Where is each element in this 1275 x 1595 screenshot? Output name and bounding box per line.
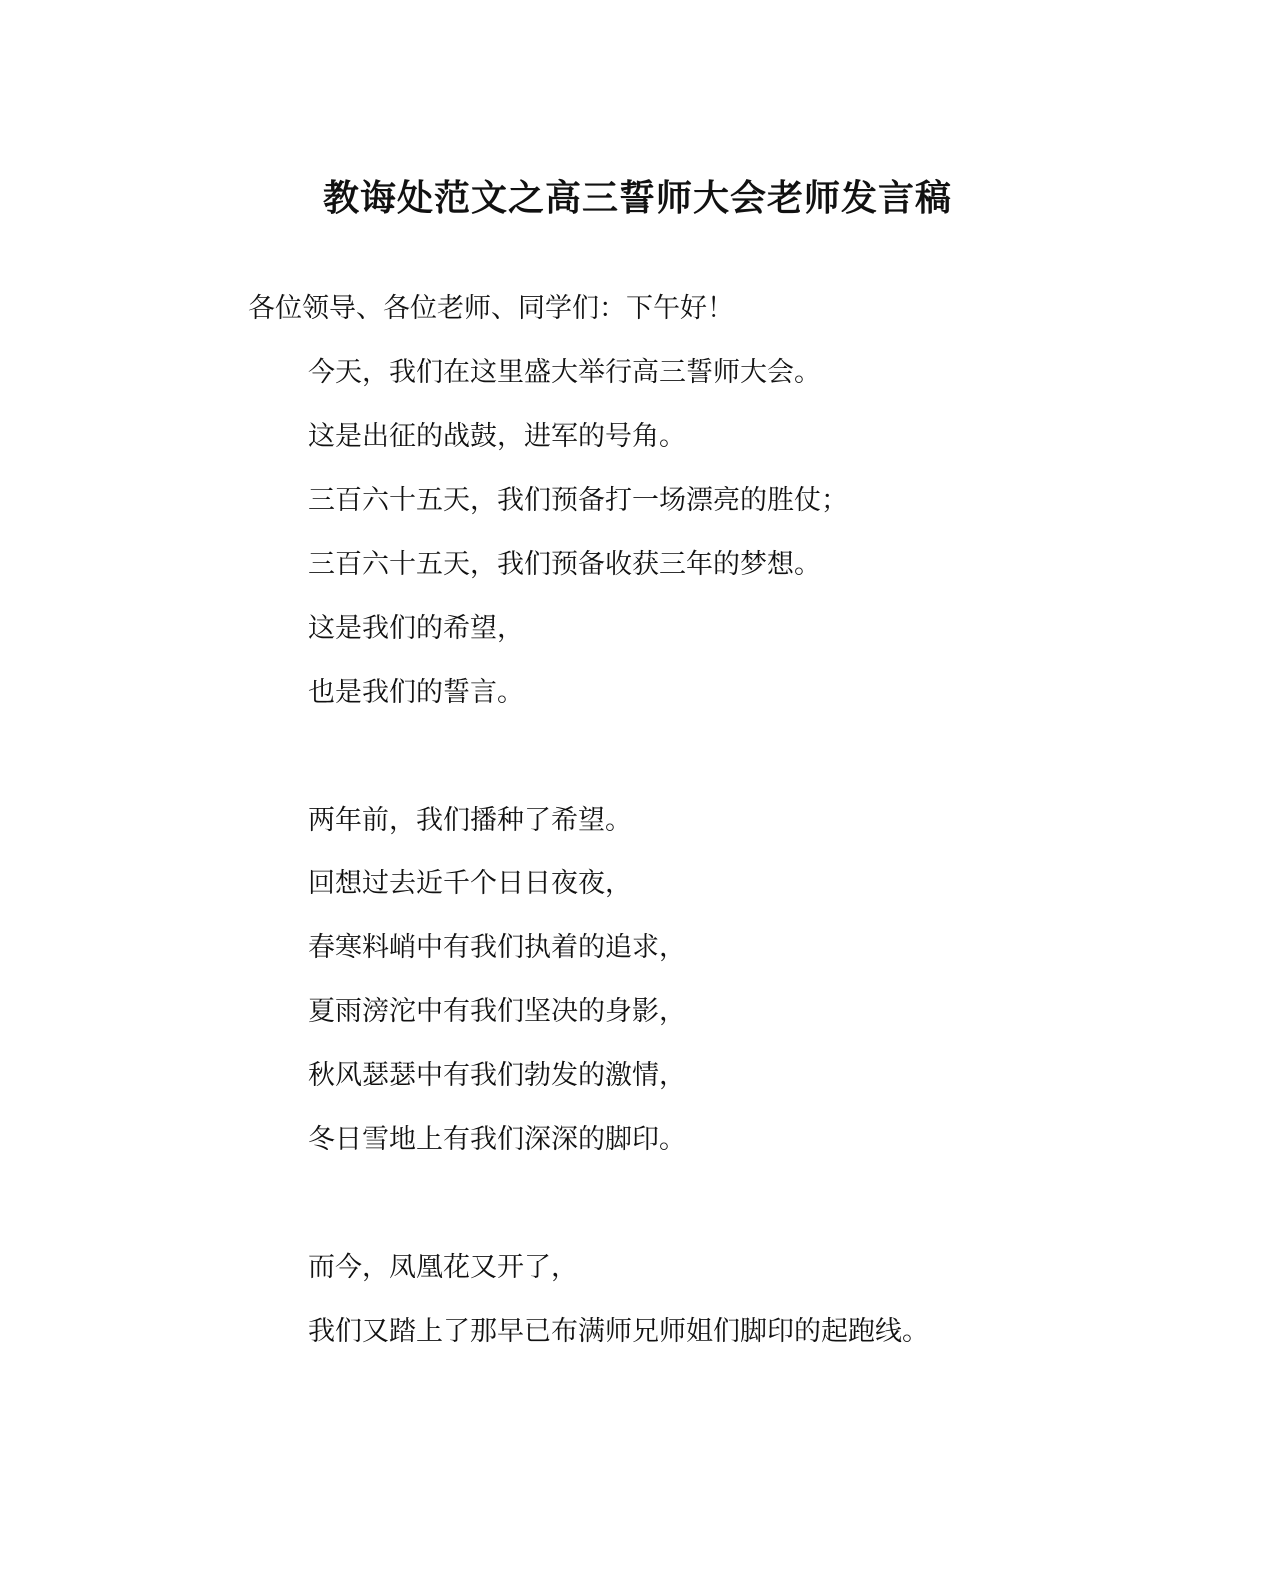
- paragraph-line: 我们又踏上了那早已布满师兄师姐们脚印的起跑线。: [308, 1316, 929, 1347]
- paragraph-line: 这是出征的战鼓，进军的号角。: [308, 421, 686, 452]
- paragraph-line: 三百六十五天，我们预备收获三年的梦想。: [308, 549, 821, 580]
- paragraph-line: 这是我们的希望，: [308, 613, 524, 644]
- paragraph-line: 今天，我们在这里盛大举行高三誓师大会。: [308, 357, 821, 388]
- paragraph-line: 也是我们的誓言。: [308, 677, 524, 708]
- paragraph-line: 两年前，我们播种了希望。: [308, 805, 632, 836]
- document-title: 教诲处范文之高三誓师大会老师发言稿: [322, 177, 952, 219]
- paragraph-line: 冬日雪地上有我们深深的脚印。: [308, 1124, 686, 1155]
- paragraph-line: 春寒料峭中有我们执着的追求，: [308, 932, 686, 963]
- paragraph-line: 而今，凤凰花又开了，: [308, 1252, 578, 1283]
- paragraph-line: 夏雨滂沱中有我们坚决的身影，: [308, 996, 686, 1027]
- paragraph-line: 回想过去近千个日日夜夜，: [308, 868, 632, 899]
- salutation: 各位领导、各位老师、同学们：下午好！: [248, 293, 734, 324]
- paragraph-line: 秋风瑟瑟中有我们勃发的激情，: [308, 1060, 686, 1091]
- paragraph-line: 三百六十五天，我们预备打一场漂亮的胜仗；: [308, 485, 848, 516]
